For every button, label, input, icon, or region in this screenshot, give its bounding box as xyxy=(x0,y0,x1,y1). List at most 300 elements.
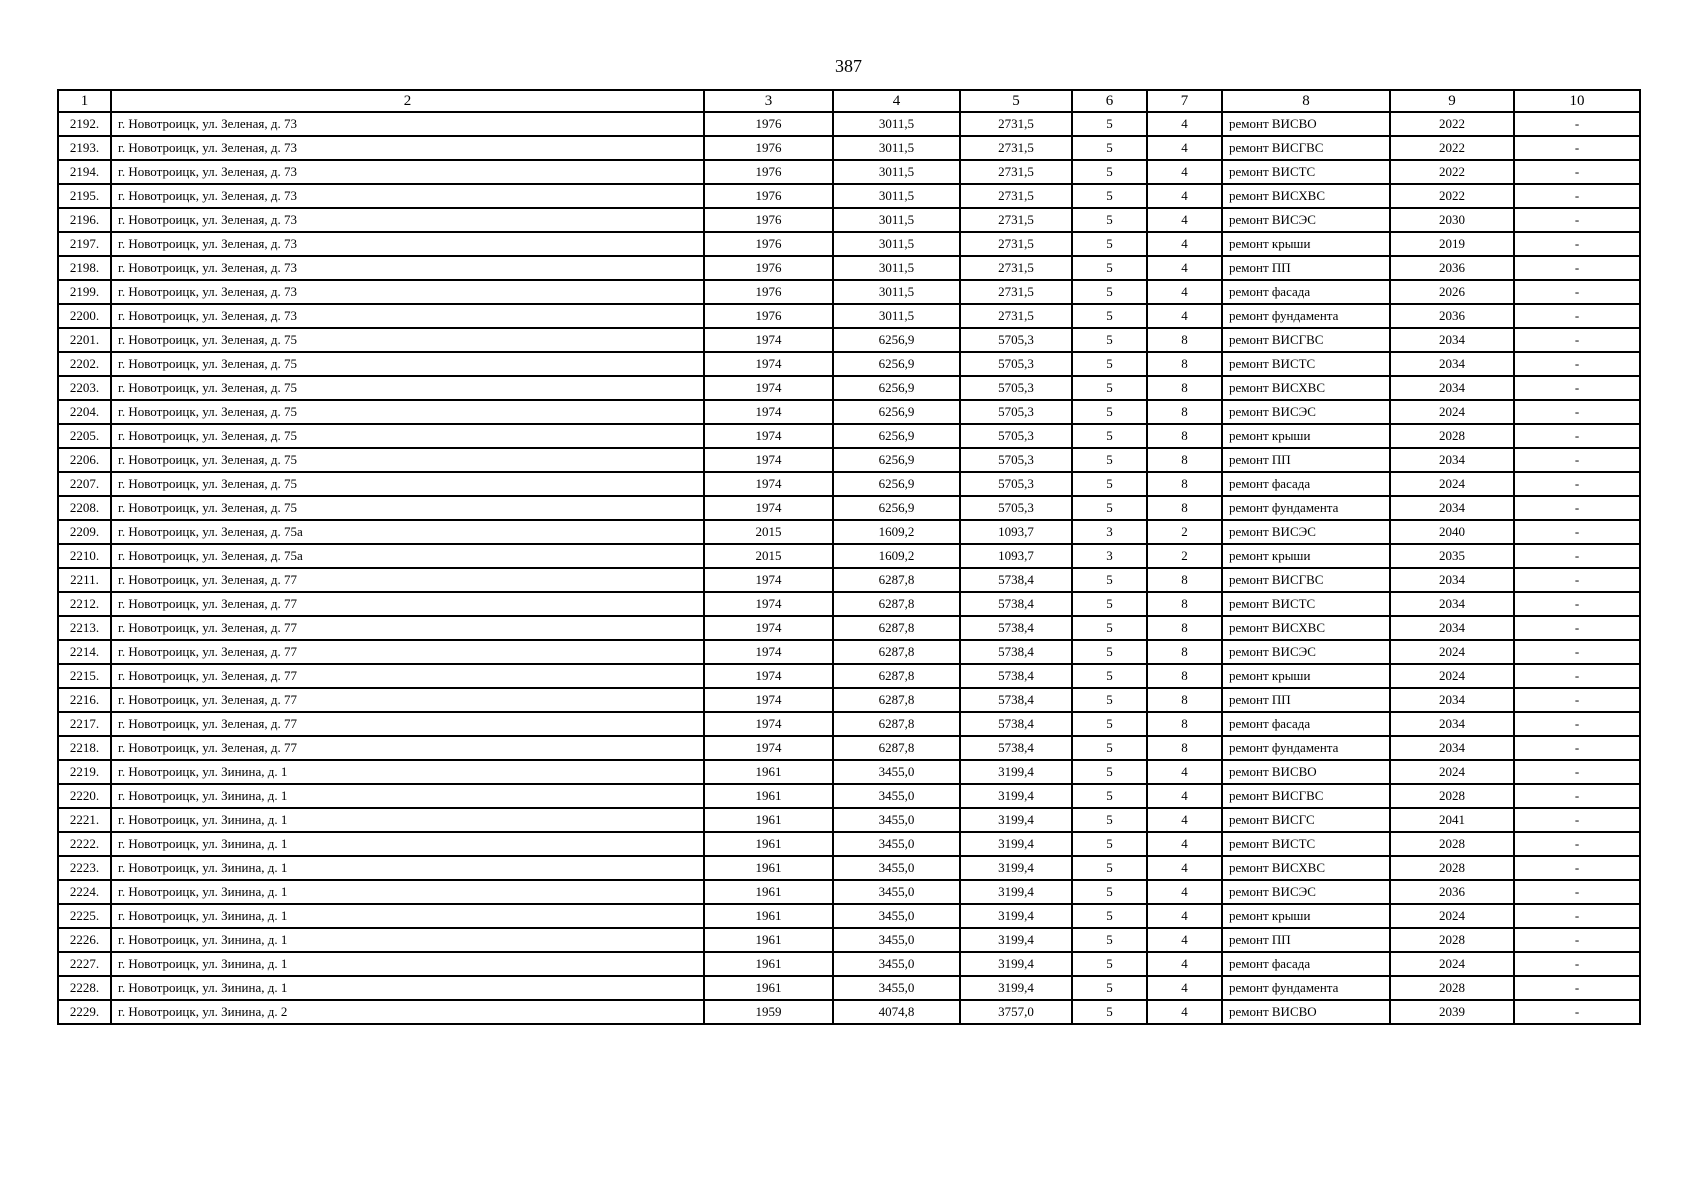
row-number-cell: 2225. xyxy=(58,904,111,928)
total-area-cell: 1609,2 xyxy=(833,544,960,568)
work-type-cell: ремонт фасада xyxy=(1222,280,1390,304)
total-area-cell: 6287,8 xyxy=(833,712,960,736)
table-row xyxy=(58,136,1640,160)
living-area-cell: 3199,4 xyxy=(960,760,1072,784)
living-area-cell: 5738,4 xyxy=(960,688,1072,712)
total-area-cell: 3455,0 xyxy=(833,976,960,1000)
year-cell: 1974 xyxy=(704,448,833,472)
work-type-cell: ремонт ВИСЭС xyxy=(1222,640,1390,664)
floors-cell: 5 xyxy=(1072,280,1147,304)
work-type-cell: ремонт ПП xyxy=(1222,256,1390,280)
entrances-cell: 4 xyxy=(1147,208,1222,232)
row-number-cell: 2196. xyxy=(58,208,111,232)
note-cell: - xyxy=(1514,592,1640,616)
plan-year-cell: 2024 xyxy=(1390,904,1514,928)
entrances-cell: 8 xyxy=(1147,640,1222,664)
plan-year-cell: 2028 xyxy=(1390,784,1514,808)
year-cell: 1974 xyxy=(704,688,833,712)
living-area-cell: 3199,4 xyxy=(960,976,1072,1000)
note-cell: - xyxy=(1514,112,1640,136)
address-cell: г. Новотроицк, ул. Зеленая, д. 77 xyxy=(111,616,704,640)
address-cell: г. Новотроицк, ул. Зеленая, д. 73 xyxy=(111,208,704,232)
plan-year-cell: 2019 xyxy=(1390,232,1514,256)
note-cell: - xyxy=(1514,424,1640,448)
floors-cell: 5 xyxy=(1072,400,1147,424)
entrances-cell: 4 xyxy=(1147,784,1222,808)
work-type-cell: ремонт фундамента xyxy=(1222,496,1390,520)
entrances-cell: 8 xyxy=(1147,448,1222,472)
floors-cell: 5 xyxy=(1072,592,1147,616)
address-cell: г. Новотроицк, ул. Зеленая, д. 73 xyxy=(111,304,704,328)
year-cell: 1974 xyxy=(704,496,833,520)
plan-year-cell: 2034 xyxy=(1390,352,1514,376)
address-cell: г. Новотроицк, ул. Зеленая, д. 75 xyxy=(111,424,704,448)
living-area-cell: 5705,3 xyxy=(960,376,1072,400)
year-cell: 1961 xyxy=(704,976,833,1000)
address-cell: г. Новотроицк, ул. Зеленая, д. 73 xyxy=(111,280,704,304)
entrances-cell: 4 xyxy=(1147,808,1222,832)
plan-year-cell: 2024 xyxy=(1390,760,1514,784)
floors-cell: 5 xyxy=(1072,904,1147,928)
year-cell: 1961 xyxy=(704,952,833,976)
row-number-cell: 2226. xyxy=(58,928,111,952)
year-cell: 1976 xyxy=(704,112,833,136)
work-type-cell: ремонт ВИСГС xyxy=(1222,808,1390,832)
row-number-cell: 2199. xyxy=(58,280,111,304)
plan-year-cell: 2040 xyxy=(1390,520,1514,544)
living-area-cell: 5738,4 xyxy=(960,736,1072,760)
total-area-cell: 3011,5 xyxy=(833,208,960,232)
note-cell: - xyxy=(1514,616,1640,640)
entrances-cell: 4 xyxy=(1147,928,1222,952)
address-cell: г. Новотроицк, ул. Зеленая, д. 75 xyxy=(111,400,704,424)
table-row xyxy=(58,904,1640,928)
plan-year-cell: 2022 xyxy=(1390,112,1514,136)
column-header: 10 xyxy=(1514,90,1640,112)
total-area-cell: 3011,5 xyxy=(833,112,960,136)
note-cell: - xyxy=(1514,784,1640,808)
floors-cell: 5 xyxy=(1072,184,1147,208)
note-cell: - xyxy=(1514,376,1640,400)
table-row xyxy=(58,976,1640,1000)
table-row xyxy=(58,472,1640,496)
living-area-cell: 5738,4 xyxy=(960,712,1072,736)
note-cell: - xyxy=(1514,688,1640,712)
plan-year-cell: 2041 xyxy=(1390,808,1514,832)
year-cell: 1961 xyxy=(704,856,833,880)
table-row xyxy=(58,688,1640,712)
floors-cell: 5 xyxy=(1072,856,1147,880)
plan-year-cell: 2034 xyxy=(1390,688,1514,712)
living-area-cell: 5705,3 xyxy=(960,496,1072,520)
table-row xyxy=(58,736,1640,760)
note-cell: - xyxy=(1514,232,1640,256)
living-area-cell: 2731,5 xyxy=(960,160,1072,184)
living-area-cell: 1093,7 xyxy=(960,520,1072,544)
row-number-cell: 2221. xyxy=(58,808,111,832)
row-number-cell: 2192. xyxy=(58,112,111,136)
note-cell: - xyxy=(1514,496,1640,520)
living-area-cell: 3199,4 xyxy=(960,928,1072,952)
note-cell: - xyxy=(1514,760,1640,784)
plan-year-cell: 2028 xyxy=(1390,976,1514,1000)
floors-cell: 5 xyxy=(1072,112,1147,136)
entrances-cell: 8 xyxy=(1147,712,1222,736)
living-area-cell: 5705,3 xyxy=(960,328,1072,352)
entrances-cell: 8 xyxy=(1147,616,1222,640)
entrances-cell: 4 xyxy=(1147,760,1222,784)
table-row xyxy=(58,160,1640,184)
address-cell: г. Новотроицк, ул. Зеленая, д. 73 xyxy=(111,184,704,208)
table-row xyxy=(58,400,1640,424)
living-area-cell: 2731,5 xyxy=(960,208,1072,232)
work-type-cell: ремонт ВИСВО xyxy=(1222,1000,1390,1024)
address-cell: г. Новотроицк, ул. Зеленая, д. 75 xyxy=(111,496,704,520)
plan-year-cell: 2036 xyxy=(1390,304,1514,328)
row-number-cell: 2210. xyxy=(58,544,111,568)
entrances-cell: 4 xyxy=(1147,832,1222,856)
year-cell: 1961 xyxy=(704,808,833,832)
floors-cell: 5 xyxy=(1072,832,1147,856)
work-type-cell: ремонт ВИСЭС xyxy=(1222,208,1390,232)
year-cell: 1974 xyxy=(704,352,833,376)
table-row xyxy=(58,496,1640,520)
note-cell: - xyxy=(1514,352,1640,376)
total-area-cell: 6287,8 xyxy=(833,592,960,616)
living-area-cell: 2731,5 xyxy=(960,256,1072,280)
address-cell: г. Новотроицк, ул. Зинина, д. 1 xyxy=(111,952,704,976)
address-cell: г. Новотроицк, ул. Зинина, д. 1 xyxy=(111,904,704,928)
row-number-cell: 2219. xyxy=(58,760,111,784)
total-area-cell: 6256,9 xyxy=(833,376,960,400)
total-area-cell: 3455,0 xyxy=(833,904,960,928)
total-area-cell: 6256,9 xyxy=(833,496,960,520)
total-area-cell: 6287,8 xyxy=(833,664,960,688)
work-type-cell: ремонт крыши xyxy=(1222,232,1390,256)
work-type-cell: ремонт крыши xyxy=(1222,904,1390,928)
plan-year-cell: 2034 xyxy=(1390,448,1514,472)
address-cell: г. Новотроицк, ул. Зеленая, д. 75 xyxy=(111,448,704,472)
row-number-cell: 2193. xyxy=(58,136,111,160)
row-number-cell: 2195. xyxy=(58,184,111,208)
work-type-cell: ремонт фасада xyxy=(1222,472,1390,496)
work-type-cell: ремонт ВИСЭС xyxy=(1222,520,1390,544)
living-area-cell: 5738,4 xyxy=(960,568,1072,592)
note-cell: - xyxy=(1514,136,1640,160)
work-type-cell: ремонт ВИСВО xyxy=(1222,760,1390,784)
floors-cell: 5 xyxy=(1072,736,1147,760)
year-cell: 1974 xyxy=(704,616,833,640)
page-number: 387 xyxy=(835,56,862,76)
table-row xyxy=(58,448,1640,472)
note-cell: - xyxy=(1514,472,1640,496)
note-cell: - xyxy=(1514,160,1640,184)
work-type-cell: ремонт ВИСТС xyxy=(1222,160,1390,184)
entrances-cell: 8 xyxy=(1147,400,1222,424)
plan-year-cell: 2024 xyxy=(1390,472,1514,496)
address-cell: г. Новотроицк, ул. Зинина, д. 1 xyxy=(111,976,704,1000)
plan-year-cell: 2034 xyxy=(1390,496,1514,520)
work-type-cell: ремонт фундамента xyxy=(1222,304,1390,328)
note-cell: - xyxy=(1514,952,1640,976)
plan-year-cell: 2028 xyxy=(1390,832,1514,856)
row-number-cell: 2213. xyxy=(58,616,111,640)
note-cell: - xyxy=(1514,640,1640,664)
entrances-cell: 8 xyxy=(1147,376,1222,400)
total-area-cell: 6287,8 xyxy=(833,568,960,592)
table-row xyxy=(58,376,1640,400)
entrances-cell: 8 xyxy=(1147,688,1222,712)
living-area-cell: 2731,5 xyxy=(960,304,1072,328)
address-cell: г. Новотроицк, ул. Зинина, д. 1 xyxy=(111,760,704,784)
living-area-cell: 3199,4 xyxy=(960,808,1072,832)
note-cell: - xyxy=(1514,304,1640,328)
floors-cell: 5 xyxy=(1072,808,1147,832)
plan-year-cell: 2028 xyxy=(1390,424,1514,448)
column-header: 2 xyxy=(111,90,704,112)
note-cell: - xyxy=(1514,904,1640,928)
living-area-cell: 5738,4 xyxy=(960,664,1072,688)
total-area-cell: 6256,9 xyxy=(833,472,960,496)
floors-cell: 5 xyxy=(1072,928,1147,952)
plan-year-cell: 2035 xyxy=(1390,544,1514,568)
address-cell: г. Новотроицк, ул. Зеленая, д. 75 xyxy=(111,328,704,352)
living-area-cell: 5705,3 xyxy=(960,352,1072,376)
year-cell: 1976 xyxy=(704,208,833,232)
table-row xyxy=(58,304,1640,328)
row-number-cell: 2203. xyxy=(58,376,111,400)
entrances-cell: 8 xyxy=(1147,568,1222,592)
registry-table xyxy=(57,89,1641,1025)
address-cell: г. Новотроицк, ул. Зинина, д. 1 xyxy=(111,856,704,880)
note-cell: - xyxy=(1514,856,1640,880)
floors-cell: 5 xyxy=(1072,688,1147,712)
note-cell: - xyxy=(1514,880,1640,904)
year-cell: 1974 xyxy=(704,376,833,400)
entrances-cell: 4 xyxy=(1147,112,1222,136)
work-type-cell: ремонт ВИСТС xyxy=(1222,592,1390,616)
year-cell: 1974 xyxy=(704,472,833,496)
address-cell: г. Новотроицк, ул. Зинина, д. 1 xyxy=(111,784,704,808)
row-number-cell: 2212. xyxy=(58,592,111,616)
table-row xyxy=(58,112,1640,136)
work-type-cell: ремонт фасада xyxy=(1222,712,1390,736)
floors-cell: 5 xyxy=(1072,448,1147,472)
total-area-cell: 3455,0 xyxy=(833,880,960,904)
floors-cell: 5 xyxy=(1072,304,1147,328)
floors-cell: 5 xyxy=(1072,232,1147,256)
work-type-cell: ремонт ПП xyxy=(1222,928,1390,952)
table-row xyxy=(58,520,1640,544)
year-cell: 1974 xyxy=(704,736,833,760)
year-cell: 1976 xyxy=(704,256,833,280)
entrances-cell: 4 xyxy=(1147,160,1222,184)
work-type-cell: ремонт ВИСХВС xyxy=(1222,184,1390,208)
living-area-cell: 3199,4 xyxy=(960,904,1072,928)
work-type-cell: ремонт ВИСХВС xyxy=(1222,376,1390,400)
address-cell: г. Новотроицк, ул. Зеленая, д. 75 xyxy=(111,352,704,376)
row-number-cell: 2206. xyxy=(58,448,111,472)
entrances-cell: 4 xyxy=(1147,304,1222,328)
total-area-cell: 6256,9 xyxy=(833,352,960,376)
work-type-cell: ремонт крыши xyxy=(1222,424,1390,448)
total-area-cell: 3455,0 xyxy=(833,928,960,952)
floors-cell: 5 xyxy=(1072,496,1147,520)
year-cell: 1974 xyxy=(704,400,833,424)
note-cell: - xyxy=(1514,664,1640,688)
year-cell: 1961 xyxy=(704,832,833,856)
row-number-cell: 2214. xyxy=(58,640,111,664)
plan-year-cell: 2034 xyxy=(1390,616,1514,640)
living-area-cell: 3199,4 xyxy=(960,832,1072,856)
living-area-cell: 2731,5 xyxy=(960,232,1072,256)
floors-cell: 5 xyxy=(1072,616,1147,640)
plan-year-cell: 2028 xyxy=(1390,856,1514,880)
entrances-cell: 4 xyxy=(1147,280,1222,304)
year-cell: 1961 xyxy=(704,760,833,784)
floors-cell: 5 xyxy=(1072,256,1147,280)
address-cell: г. Новотроицк, ул. Зеленая, д. 73 xyxy=(111,256,704,280)
address-cell: г. Новотроицк, ул. Зеленая, д. 77 xyxy=(111,688,704,712)
living-area-cell: 5705,3 xyxy=(960,400,1072,424)
note-cell: - xyxy=(1514,808,1640,832)
plan-year-cell: 2022 xyxy=(1390,184,1514,208)
row-number-cell: 2209. xyxy=(58,520,111,544)
note-cell: - xyxy=(1514,400,1640,424)
year-cell: 1976 xyxy=(704,280,833,304)
total-area-cell: 3455,0 xyxy=(833,832,960,856)
floors-cell: 5 xyxy=(1072,568,1147,592)
row-number-cell: 2223. xyxy=(58,856,111,880)
living-area-cell: 5705,3 xyxy=(960,448,1072,472)
table-row xyxy=(58,544,1640,568)
entrances-cell: 4 xyxy=(1147,256,1222,280)
year-cell: 1961 xyxy=(704,928,833,952)
plan-year-cell: 2034 xyxy=(1390,736,1514,760)
plan-year-cell: 2022 xyxy=(1390,136,1514,160)
row-number-cell: 2205. xyxy=(58,424,111,448)
living-area-cell: 2731,5 xyxy=(960,136,1072,160)
work-type-cell: ремонт фундамента xyxy=(1222,736,1390,760)
plan-year-cell: 2036 xyxy=(1390,880,1514,904)
total-area-cell: 3455,0 xyxy=(833,808,960,832)
address-cell: г. Новотроицк, ул. Зеленая, д. 73 xyxy=(111,112,704,136)
plan-year-cell: 2024 xyxy=(1390,640,1514,664)
total-area-cell: 3011,5 xyxy=(833,184,960,208)
entrances-cell: 2 xyxy=(1147,520,1222,544)
work-type-cell: ремонт ВИСЭС xyxy=(1222,400,1390,424)
address-cell: г. Новотроицк, ул. Зеленая, д. 77 xyxy=(111,592,704,616)
total-area-cell: 6256,9 xyxy=(833,328,960,352)
table-header-row xyxy=(58,90,1640,112)
entrances-cell: 8 xyxy=(1147,664,1222,688)
address-cell: г. Новотроицк, ул. Зеленая, д. 75а xyxy=(111,520,704,544)
address-cell: г. Новотроицк, ул. Зеленая, д. 77 xyxy=(111,712,704,736)
living-area-cell: 3199,4 xyxy=(960,952,1072,976)
living-area-cell: 2731,5 xyxy=(960,280,1072,304)
plan-year-cell: 2039 xyxy=(1390,1000,1514,1024)
table-row xyxy=(58,712,1640,736)
column-header: 5 xyxy=(960,90,1072,112)
floors-cell: 5 xyxy=(1072,328,1147,352)
entrances-cell: 4 xyxy=(1147,1000,1222,1024)
entrances-cell: 8 xyxy=(1147,424,1222,448)
row-number-cell: 2198. xyxy=(58,256,111,280)
note-cell: - xyxy=(1514,208,1640,232)
note-cell: - xyxy=(1514,1000,1640,1024)
living-area-cell: 3757,0 xyxy=(960,1000,1072,1024)
note-cell: - xyxy=(1514,184,1640,208)
row-number-cell: 2222. xyxy=(58,832,111,856)
address-cell: г. Новотроицк, ул. Зинина, д. 1 xyxy=(111,832,704,856)
work-type-cell: ремонт ВИСТС xyxy=(1222,352,1390,376)
address-cell: г. Новотроицк, ул. Зеленая, д. 73 xyxy=(111,136,704,160)
plan-year-cell: 2024 xyxy=(1390,400,1514,424)
floors-cell: 5 xyxy=(1072,712,1147,736)
work-type-cell: ремонт фасада xyxy=(1222,952,1390,976)
floors-cell: 5 xyxy=(1072,424,1147,448)
total-area-cell: 3011,5 xyxy=(833,136,960,160)
note-cell: - xyxy=(1514,328,1640,352)
living-area-cell: 3199,4 xyxy=(960,880,1072,904)
table-row xyxy=(58,616,1640,640)
living-area-cell: 3199,4 xyxy=(960,856,1072,880)
table-row xyxy=(58,592,1640,616)
year-cell: 1976 xyxy=(704,160,833,184)
work-type-cell: ремонт ВИСХВС xyxy=(1222,616,1390,640)
table-row xyxy=(58,832,1640,856)
work-type-cell: ремонт ВИСХВС xyxy=(1222,856,1390,880)
table-row xyxy=(58,760,1640,784)
total-area-cell: 6287,8 xyxy=(833,616,960,640)
table-body xyxy=(58,112,1640,1024)
living-area-cell: 3199,4 xyxy=(960,784,1072,808)
row-number-cell: 2217. xyxy=(58,712,111,736)
floors-cell: 5 xyxy=(1072,1000,1147,1024)
plan-year-cell: 2022 xyxy=(1390,160,1514,184)
total-area-cell: 6256,9 xyxy=(833,448,960,472)
work-type-cell: ремонт ВИСВО xyxy=(1222,112,1390,136)
row-number-cell: 2220. xyxy=(58,784,111,808)
year-cell: 1959 xyxy=(704,1000,833,1024)
total-area-cell: 6287,8 xyxy=(833,736,960,760)
row-number-cell: 2211. xyxy=(58,568,111,592)
living-area-cell: 5705,3 xyxy=(960,472,1072,496)
floors-cell: 5 xyxy=(1072,976,1147,1000)
total-area-cell: 3455,0 xyxy=(833,952,960,976)
column-header: 6 xyxy=(1072,90,1147,112)
total-area-cell: 6256,9 xyxy=(833,400,960,424)
work-type-cell: ремонт ВИСТС xyxy=(1222,832,1390,856)
floors-cell: 5 xyxy=(1072,760,1147,784)
plan-year-cell: 2030 xyxy=(1390,208,1514,232)
floors-cell: 5 xyxy=(1072,664,1147,688)
table-row xyxy=(58,856,1640,880)
year-cell: 1974 xyxy=(704,664,833,688)
total-area-cell: 3011,5 xyxy=(833,304,960,328)
table-row xyxy=(58,328,1640,352)
year-cell: 1974 xyxy=(704,328,833,352)
total-area-cell: 3011,5 xyxy=(833,160,960,184)
address-cell: г. Новотроицк, ул. Зеленая, д. 73 xyxy=(111,160,704,184)
floors-cell: 5 xyxy=(1072,352,1147,376)
plan-year-cell: 2028 xyxy=(1390,928,1514,952)
row-number-cell: 2218. xyxy=(58,736,111,760)
table-row xyxy=(58,280,1640,304)
total-area-cell: 3455,0 xyxy=(833,760,960,784)
entrances-cell: 8 xyxy=(1147,328,1222,352)
table-row xyxy=(58,952,1640,976)
